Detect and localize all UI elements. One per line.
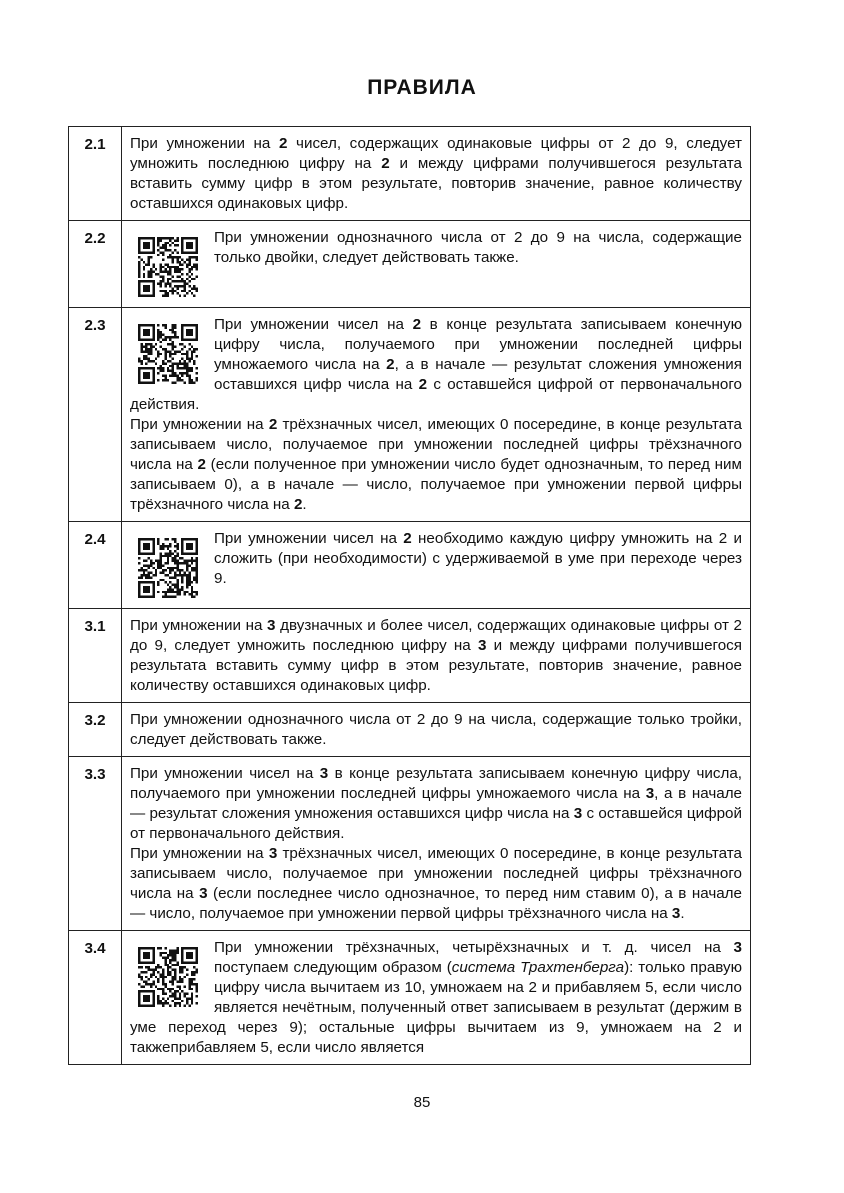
- rule-number: 2.1: [69, 127, 122, 221]
- rule-paragraph: При умножении на 3 двузначных и более чисел, содержащих одинаковые цифры от 2 до 9, следует умножить последнюю цифру на 3 и между цифрами получившегося результата вставить сумму цифр в этом результате, повторив значение, равное количеству оставшихся одинаковых цифр.: [130, 617, 742, 694]
- rule-row-3-3: [69, 757, 751, 931]
- rule-text: [122, 757, 751, 931]
- rule-number: 2.3: [69, 308, 122, 522]
- rule-text: [122, 127, 751, 221]
- page-title: ПРАВИЛА: [367, 76, 477, 99]
- qr-code-icon[interactable]: [138, 237, 198, 297]
- rule-text: [122, 703, 751, 757]
- rule-number: 3.1: [69, 609, 122, 703]
- rule-row-3-2: [69, 703, 751, 757]
- rule-number: 3.2: [69, 703, 122, 757]
- rule-number: 3.3: [69, 757, 122, 931]
- rule-text: [122, 221, 751, 308]
- qr-code-icon[interactable]: [138, 324, 198, 384]
- rule-paragraph: При умножении однозначного числа от 2 до 9 на числа, содержащие только двойки, следует действовать также.: [214, 229, 742, 266]
- rule-paragraph: При умножении чисел на 2 необходимо каждую цифру умножить на 2 и сложить (при необходимости) с удерживаемой в уме при переходе через 9.: [214, 530, 743, 587]
- rule-paragraph: При умножении на 2 трёхзначных чисел, имеющих 0 посередине, в конце результата записываем число, получаемое при умножении последней цифры трёхзначного числа на 2 (если полученное при умножении число будет однозначным, то перед ним записываем 0), а в начале — число, получаемое при умножении первой цифры трёхзначного числа на 2.: [130, 416, 742, 513]
- rule-row-2-4: [69, 522, 751, 609]
- rule-paragraph: При умножении на 3 трёхзначных чисел, имеющих 0 посередине, в конце результата записываем число, получаемое при умножении последней цифры трёхзначного числа на 3 (если последнее число однозначное, то перед ним ставим 0), а в начале — число, получаемое при умножении первой цифры трёхзначного числа на 3.: [130, 845, 742, 922]
- rule-text: [122, 931, 751, 1065]
- rule-number: 3.4: [69, 931, 122, 1065]
- rule-row-2-2: [69, 221, 751, 308]
- rule-paragraph: При умножении чисел на 3 в конце результата записываем конечную цифру числа, получаемого при умножении последней цифры умножаемого числа на 3, а в начале — результат сложения умножения оставшихся цифр числа на 3 с оставшейся цифрой от первоначального действия.: [130, 765, 743, 842]
- page-number: 85: [413, 1094, 431, 1111]
- rule-paragraph: При умножении трёхзначных, четырёхзначных и т. д. чисел на 3 поступаем следующим образом (система Трахтенберга): только правую цифру числа вычитаем из 10, умножаем на 2 и прибавляем 5, если число является нечётным, полученный ответ записываем в результат (держим в уме переход через 9); остальные цифры вычитаем из 9, умножаем на 2 и такжеприбавляем 5, если число является: [130, 939, 742, 1056]
- rule-text: [122, 522, 751, 609]
- qr-code-icon[interactable]: [138, 947, 198, 1007]
- rule-row-3-1: [69, 609, 751, 703]
- rule-paragraph: При умножении чисел на 2 в конце результата записываем конечную цифру числа, получаемого при умножении последней цифры умножаемого числа на 2, а в начале — результат сложения умножения оставшихся цифр числа на 2 с оставшейся цифрой от первоначального действия.: [130, 316, 743, 413]
- rule-number: 2.4: [69, 522, 122, 609]
- qr-code-icon[interactable]: [138, 538, 198, 598]
- rule-paragraph: При умножении на 2 чисел, содержащих одинаковые цифры от 2 до 9, следует умножить последнюю цифру на 2 и между цифрами получившегося результата вставить сумму цифр в этом результате, повторив значение, равное количеству оставшихся одинаковых цифр.: [130, 135, 742, 212]
- rule-row-2-3: [69, 308, 751, 522]
- rule-paragraph: При умножении однозначного числа от 2 до 9 на числа, содержащие только тройки, следует действовать также.: [130, 711, 742, 748]
- rule-text: [122, 609, 751, 703]
- rule-row-3-4: [69, 931, 751, 1065]
- rule-number: 2.2: [69, 221, 122, 308]
- rules-table: [68, 126, 751, 1065]
- rule-row-2-1: [69, 127, 751, 221]
- rule-text: [122, 308, 751, 522]
